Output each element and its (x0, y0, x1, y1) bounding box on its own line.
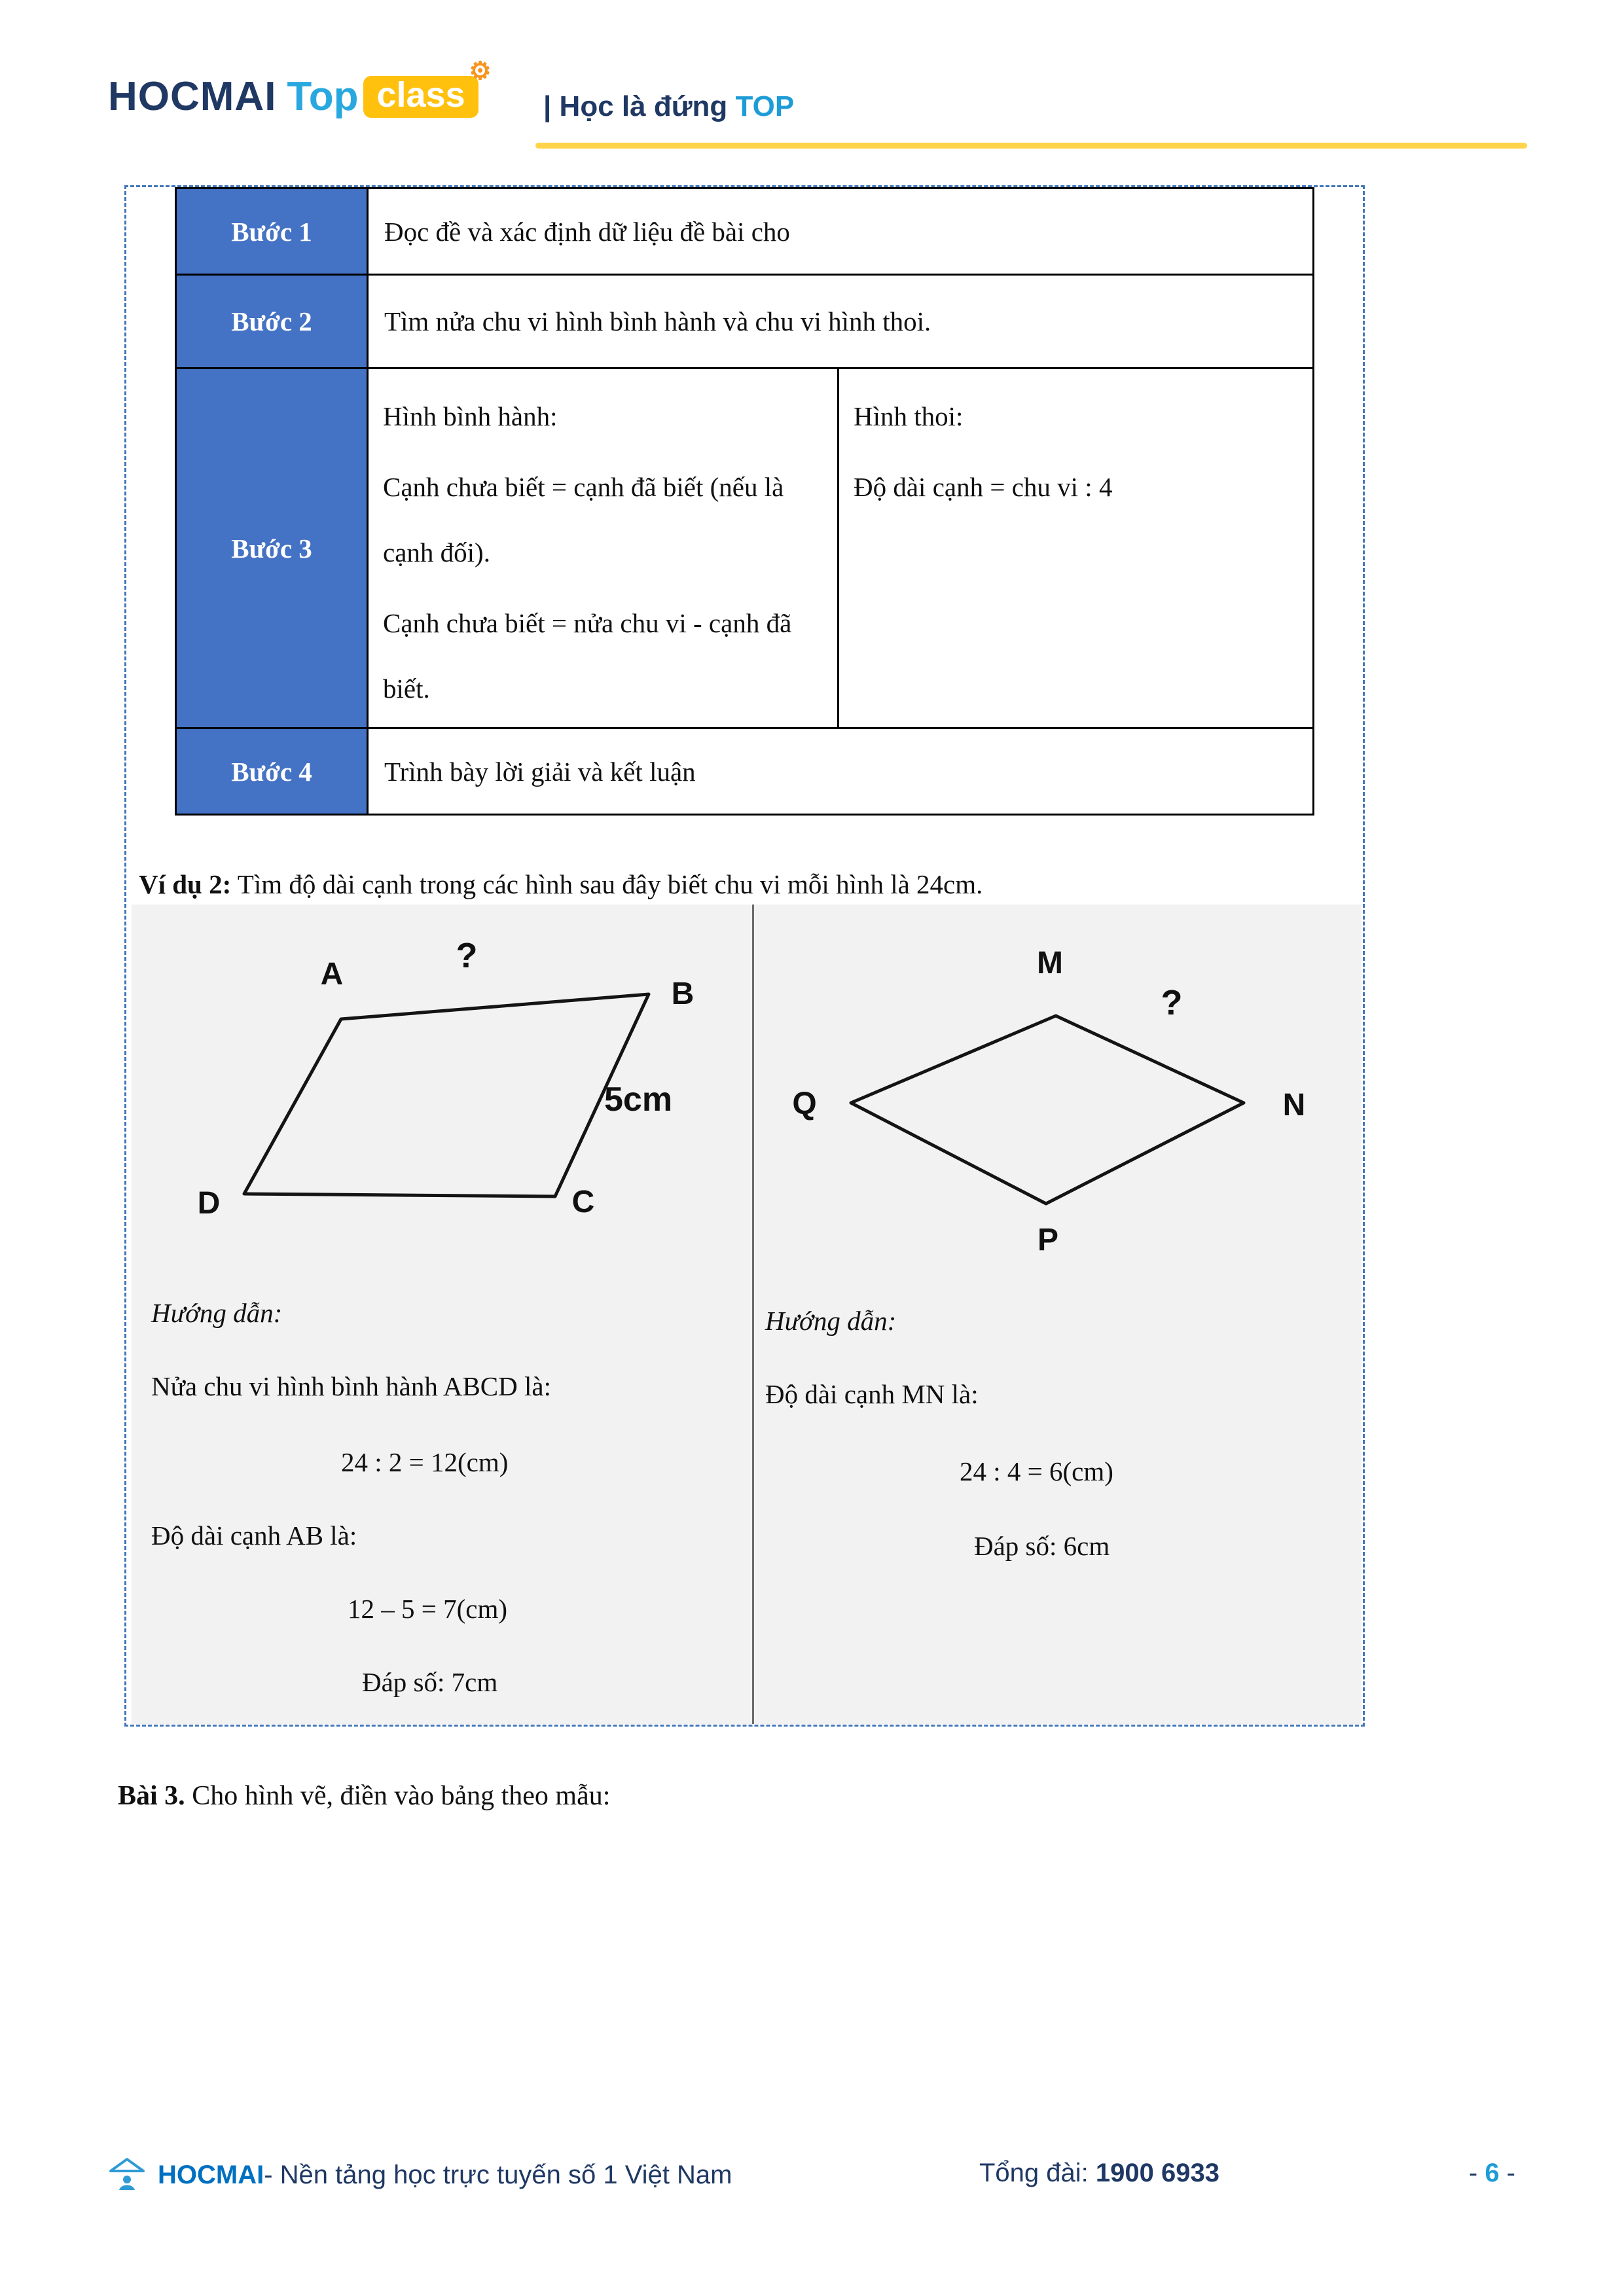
right-guide-answer: Đáp số: 6cm (974, 1531, 1110, 1561)
vertex-label-c: C (571, 1185, 595, 1219)
left-guide-line1: Nửa chu vi hình bình hành ABCD là: (151, 1371, 551, 1401)
logo-class-text: class (376, 75, 465, 115)
hocmai-topclass-logo (108, 57, 492, 120)
hotline-number: 1900 6933 (1095, 2159, 1219, 2187)
logo-hocmai-text: HOCMAI (108, 74, 277, 119)
exercise3-text: Cho hình vẽ, điền vào bảng theo mẫu: (185, 1781, 611, 1811)
step4-label: Bước 4 (176, 728, 368, 815)
table-row (176, 275, 1314, 368)
rhombus-shape (851, 1016, 1244, 1204)
side-unknown-label: ? (1161, 983, 1183, 1022)
step3-rhombus-cell (839, 368, 1314, 728)
step3-left-title: Hình bình hành: (383, 401, 558, 431)
left-guide-line3: Độ dài cạnh AB là: (151, 1520, 357, 1551)
footer-brand-tagline: - Nền tảng học trực tuyến số 1 Việt Nam (264, 2160, 732, 2189)
hocmai-logo-icon (108, 2156, 146, 2194)
side-unknown-label: ? (456, 936, 478, 975)
logo-class-badge (363, 57, 492, 118)
exercise3-heading (118, 1780, 610, 1812)
table-row (176, 188, 1314, 275)
page-number-suffix: - (1499, 2159, 1515, 2187)
right-guide-line2: 24 : 4 = 6(cm) (960, 1456, 1113, 1486)
footer-brand-group (108, 2156, 732, 2194)
page-number: 6 (1485, 2159, 1500, 2187)
footer-hotline (979, 2159, 1219, 2188)
vertex-label-m: M (1037, 946, 1063, 980)
right-guide-title: Hướng dẫn: (765, 1306, 897, 1336)
step2-text: Tìm nửa chu vi hình bình hành và chu vi hình thoi. (368, 275, 1314, 368)
left-guide-line4: 12 – 5 = 7(cm) (348, 1594, 508, 1624)
vertex-label-a: A (320, 957, 344, 992)
parallelogram-shape (244, 994, 649, 1196)
header-underline (535, 143, 1527, 149)
vertex-label-p: P (1037, 1223, 1059, 1257)
step3-left-rule1: Cạnh chưa biết = cạnh đã biết (nếu là cạnh đối). (383, 472, 784, 567)
vertex-label-q: Q (792, 1086, 817, 1121)
step3-right-rule: Độ dài cạnh = chu vi : 4 (854, 472, 1113, 502)
lesson-content-box (124, 185, 1365, 1727)
left-guide-title: Hướng dẫn: (151, 1298, 283, 1328)
rhombus-figure (752, 905, 1362, 1278)
vertex-label-d: D (197, 1186, 221, 1221)
step3-left-rule2: Cạnh chưa biết = nửa chu vi - cạnh đã biết. (383, 608, 792, 704)
example2-text: Tìm độ dài cạnh trong các hình sau đây biết chu vi mỗi hình là 24cm. (231, 869, 983, 899)
parallelogram-figure (132, 905, 747, 1278)
example2-heading (139, 869, 1350, 900)
gear-icon: ⚙ (469, 57, 492, 85)
logo-top-text: Top (287, 74, 359, 119)
step3-parallelogram-cell (368, 368, 839, 728)
step1-label: Bước 1 (176, 188, 368, 275)
page-footer (108, 2152, 1515, 2204)
header-tagline (543, 90, 794, 123)
side-length-label: 5cm (604, 1081, 673, 1119)
example2-label: Ví dụ 2: (139, 869, 232, 899)
exercise3-label: Bài 3. (118, 1781, 185, 1811)
table-row (176, 728, 1314, 815)
step4-text: Trình bày lời giải và kết luận (368, 728, 1314, 815)
hotline-label: Tổng đài: (979, 2159, 1096, 2187)
step2-label: Bước 2 (176, 275, 368, 368)
footer-page-number (1469, 2159, 1515, 2188)
page-number-prefix: - (1468, 2159, 1485, 2187)
tagline-separator: | (543, 90, 560, 122)
left-guide-answer: Đáp số: 7cm (362, 1667, 498, 1697)
vertex-label-n: N (1282, 1088, 1306, 1122)
tagline-top-text: TOP (735, 90, 795, 122)
vertex-label-b: B (671, 977, 695, 1011)
step3-right-title: Hình thoi: (854, 401, 964, 431)
tagline-text: Học là đứng (559, 90, 736, 122)
left-guide-line2: 24 : 2 = 12(cm) (341, 1447, 509, 1477)
step3-label: Bước 3 (176, 368, 368, 728)
table-row (176, 368, 1314, 728)
right-guide-line1: Độ dài cạnh MN là: (765, 1379, 979, 1409)
solution-steps-table (175, 187, 1314, 816)
example2-panel (132, 905, 1362, 1724)
step1-text: Đọc đề và xác định dữ liệu đề bài cho (368, 188, 1314, 275)
footer-brand-name: HOCMAI (158, 2160, 264, 2189)
